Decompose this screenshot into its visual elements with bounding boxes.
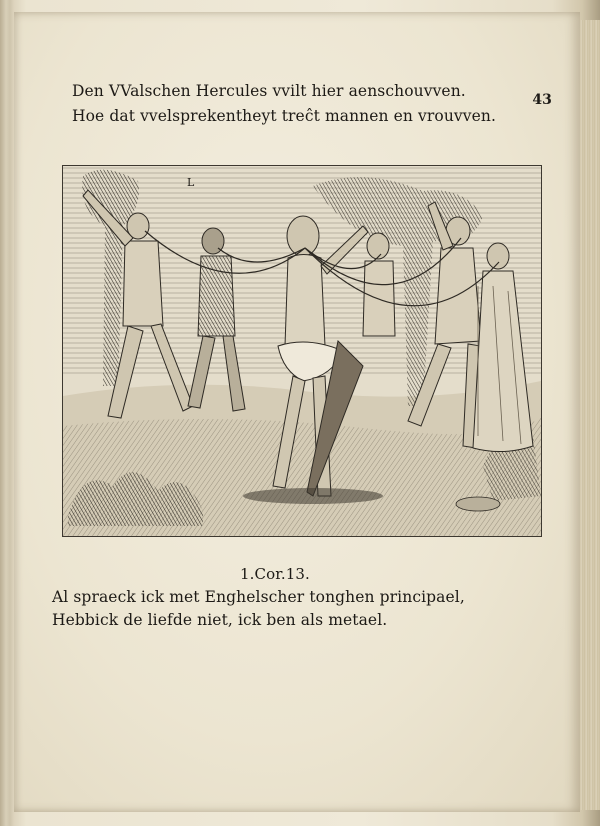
book-page (14, 12, 580, 812)
bible-reference: 1.Cor.13. (240, 565, 310, 583)
heading-line-1: Den VValschen Hercules vvilt hier aenschouvven. (72, 82, 466, 100)
engraving-illustration (62, 165, 542, 537)
right-page-stack (577, 20, 600, 810)
engraving-artwork (63, 166, 541, 536)
plate-letter: L (187, 176, 195, 189)
verse-line-1: Al spraeck ick met Enghelscher tonghen principael, (52, 588, 465, 606)
page-number: 43 (532, 92, 552, 108)
verse-line-2: Hebbick de liefde niet, ick ben als metael. (52, 611, 388, 629)
heading-line-2: Hoe dat vvelsprekentheyt treĉt mannen en vrouvven. (72, 107, 497, 125)
